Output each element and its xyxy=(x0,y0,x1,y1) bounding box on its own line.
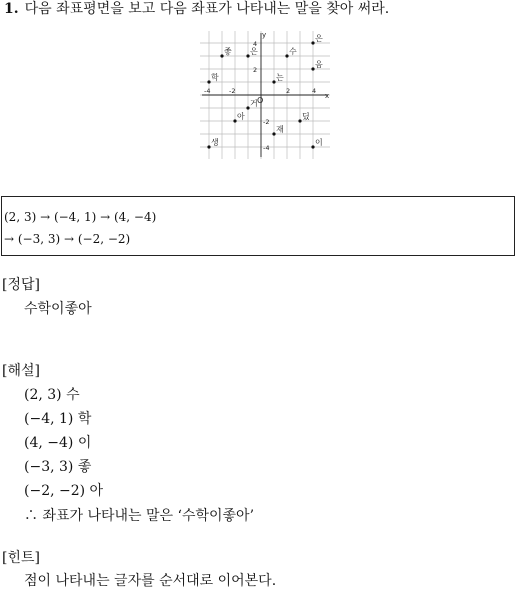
answer-text: 수학이좋아 xyxy=(24,301,92,317)
tick-label: -4 xyxy=(204,87,211,95)
point-label: 딨 xyxy=(302,112,310,121)
question-text: 다음 좌표평면을 보고 다음 좌표가 나타내는 말을 찾아 써라. xyxy=(24,1,390,17)
point-label: 는 xyxy=(276,73,284,82)
sequence-line-1: (2, 3) → (−4, 1) → (4, −4) xyxy=(4,210,157,224)
point-label: 수 xyxy=(289,47,297,56)
hint-text: 점이 나타내는 글자를 순서대로 이어본다. xyxy=(24,573,277,589)
point-label: 생 xyxy=(211,138,219,147)
sequence-line-2: → (−3, 3) → (−2, −2) xyxy=(4,232,131,246)
coordinate-sequence-box xyxy=(1,196,515,256)
point-label: 이 xyxy=(315,138,323,147)
answer-label: [정답] xyxy=(2,277,40,293)
point-label: 거 xyxy=(250,99,258,108)
point-label: 재 xyxy=(276,125,284,134)
question-line xyxy=(4,0,389,18)
tick-label: 2 xyxy=(286,87,291,95)
tick-label: -2 xyxy=(229,87,236,95)
point-label: 은 xyxy=(250,47,258,56)
explanation-line: (−3, 3) 좋 xyxy=(24,459,92,475)
explanation-line: (2, 3) 수 xyxy=(24,387,80,403)
explanation-line: (−4, 1) 학 xyxy=(24,411,92,427)
point-label: 학 xyxy=(211,73,219,82)
explanation-line: (−2, −2) 아 xyxy=(24,483,104,499)
tick-label: -4 xyxy=(263,144,270,152)
explanation-label: [해설] xyxy=(2,363,40,379)
explanation-line: (4, −4) 이 xyxy=(24,435,92,451)
y-axis-label: y xyxy=(262,31,267,39)
origin-label: O xyxy=(257,96,264,105)
coordinate-plane xyxy=(200,31,330,159)
point-label: 음 xyxy=(315,60,323,69)
tick-label: 2 xyxy=(253,66,258,74)
point-label: 은 xyxy=(315,34,323,43)
point-label: 좋 xyxy=(224,47,232,56)
coordinate-plane-svg xyxy=(200,31,330,159)
tick-label: 4 xyxy=(312,87,317,95)
question-number: 1. xyxy=(4,1,19,17)
hint-label: [힌트] xyxy=(2,550,40,566)
x-axis-label: x xyxy=(325,92,330,100)
explanation-conclusion: ∴ 좌표가 나타내는 말은 ‘수학이좋아’ xyxy=(24,508,255,524)
point-label: 아 xyxy=(237,112,245,121)
tick-label: 4 xyxy=(253,40,258,48)
tick-label: -2 xyxy=(263,118,270,126)
